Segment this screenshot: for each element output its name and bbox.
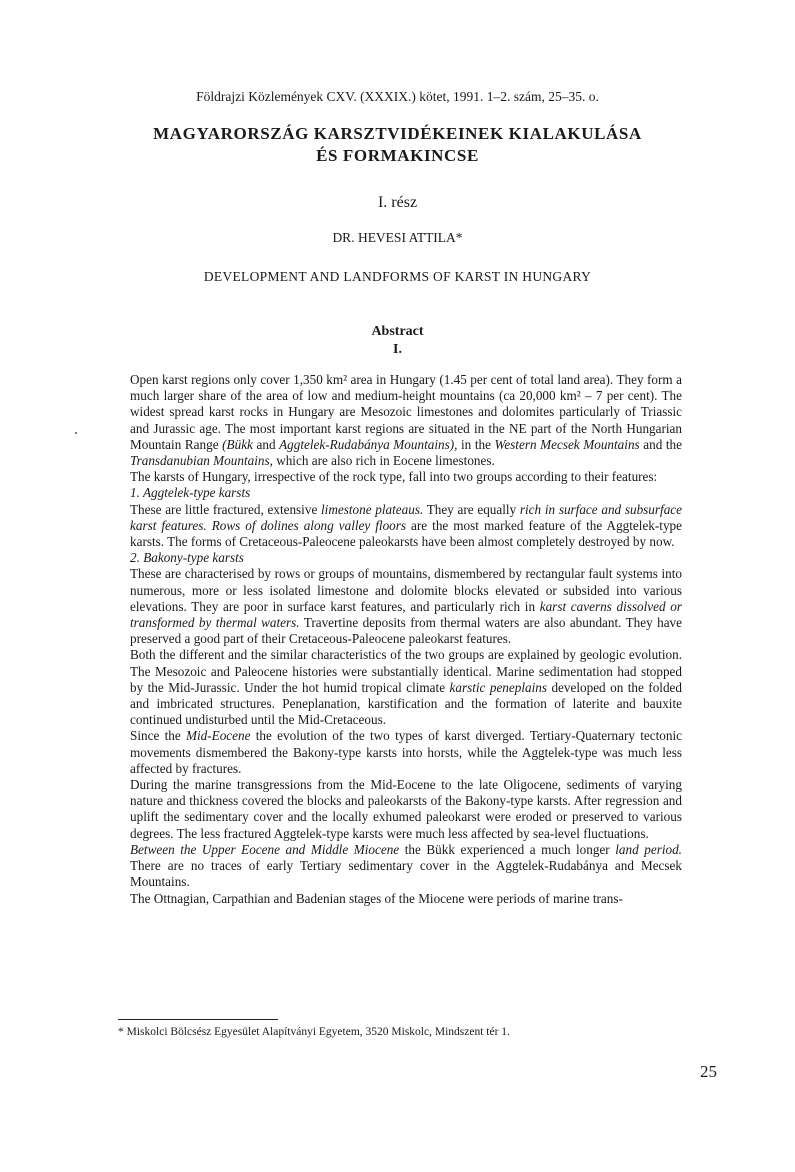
text-run: Open karst regions only cover 1,350 km² area in Hungary (1.45 per cent of total land area). They form a much larger share of the area of low and medium-height mountains (ca 20,000 km² – 7 per cent). The widest spread karst rocks in Hungary are Mesozoic limestones and dolomites particularly of Triassic and Jurassic age. The most important karst regions are situated in the NE part of the North Hungarian Mountain Range	[130, 372, 682, 452]
footnote-divider	[118, 1019, 278, 1020]
emphasis: rich in surface and subsurface karst features. Rows of dolines along valley floors	[130, 501, 682, 533]
title-line-2: ÉS FORMAKINCSE	[316, 146, 479, 165]
text-run: These are little fractured, extensive	[130, 501, 322, 517]
text-run: These are characterised by rows or groups of mountains, dismembered by rectangular fault systems into numerous, more or less isolated limestone and dolomite blocks elevated or subsided into various elevations. They are poor in surface karst features, and particularly rich in	[130, 566, 682, 614]
subheading-bakony: 2. Bakony-type karsts	[130, 550, 244, 566]
emphasis: limestone plateaus.	[321, 501, 424, 517]
text-run: in the	[457, 436, 495, 452]
text-run: Travertine deposits from thermal waters are also abundant. They have preserved a good part of their Cretaceous-Paleocene paleokarst features.	[130, 615, 682, 647]
emphasis: (Bükk	[222, 436, 253, 452]
emphasis: Transdanubian Mountains,	[130, 453, 273, 469]
text-run: the evolution of the two types of karst diverged. Tertiary-Quaternary tectonic movements dismembered the Bakony-type karsts into horsts, while the Aggtelek-type was much less affected by fractures.	[130, 728, 682, 776]
abstract-paragraph-2: The karsts of Hungary, irrespective of the rock type, fall into two groups according to their features:	[130, 469, 658, 485]
emphasis: land period.	[615, 841, 682, 857]
text-run: and	[252, 436, 280, 452]
text-run: There are no traces of early Tertiary sedimentary cover in the Aggtelek-Rudabánya and Mecsek Mountains.	[130, 858, 682, 890]
part-label: I. rész	[377, 194, 418, 211]
abstract-section-number: I.	[393, 342, 402, 357]
text-run: They are equally	[423, 501, 520, 517]
abstract-paragraph-8	[130, 842, 682, 891]
abstract-paragraph-9: The Ottnagian, Carpathian and Badenian stages of the Miocene were periods of marine trans-	[130, 890, 623, 906]
text-run: Both the different and the similar characteristics of the two groups are explained by geologic evolution. The Mesozoic and Paleocene histories were substantially identical. Marine sedimentation had stopped by the Mid-Jurassic. Under the hot humid tropical climate	[130, 647, 682, 695]
page-number: 25	[700, 1062, 717, 1081]
abstract-heading: Abstract	[371, 324, 424, 339]
journal-reference: Földrajzi Közlemények CXV. (XXXIX.) kötet, 1991. 1–2. szám, 25–35. o.	[196, 89, 599, 104]
abstract-paragraph-1	[130, 372, 682, 469]
text-run: and the	[639, 436, 682, 452]
text-run: which are also rich in Eocene limestones.	[272, 453, 495, 469]
abstract-paragraph-6	[130, 728, 682, 777]
emphasis: karstic peneplains	[449, 679, 547, 695]
abstract-paragraph-7: During the marine transgressions from the Mid-Eocene to the late Oligocene, sediments of varying nature and thickness covered the blocks and paleokarsts of the Bakony-type karsts. After regression and uplift the sedimentary cover and the locally exhumed paleokarst were eroded or preserved to various degrees. The less fractured Aggtelek-type karsts were much less affected by sea-level fluctuations.	[130, 777, 682, 841]
abstract-paragraph-3	[130, 502, 682, 551]
emphasis: Mid-Eocene	[186, 728, 251, 744]
text-run: are the most marked feature of the Aggtelek-type karsts. The forms of Cretaceous-Paleocene paleokarsts have been almost completely destroyed by now.	[130, 517, 682, 550]
margin-mark	[75, 432, 77, 434]
text-run: developed on the folded and imbricated structures. Peneplanation, karstification and the formation of laterite and bauxite continued undisturbed until the Mid-Cretaceous.	[130, 679, 682, 728]
text-run: Since the	[130, 728, 187, 744]
abstract-body	[130, 372, 682, 907]
emphasis: Western Mecsek Mountains	[494, 436, 640, 452]
author-name: DR. HEVESI ATTILA*	[332, 230, 463, 245]
emphasis: Between the Upper Eocene and Middle Miocene	[130, 841, 400, 857]
text-run: the Bükk experienced a much longer	[399, 841, 616, 857]
subheading-aggtelek: 1. Aggtelek-type karsts	[130, 485, 251, 501]
emphasis: karst caverns dissolved or transformed by thermal waters.	[130, 598, 682, 631]
abstract-paragraph-5	[130, 647, 682, 728]
abstract-paragraph-4	[130, 566, 682, 647]
title-line-1: MAGYARORSZÁG KARSZTVIDÉKEINEK KIALAKULÁSA	[153, 124, 642, 143]
emphasis: Aggtelek-Rudabánya Mountains),	[279, 436, 458, 452]
footnote: * Miskolci Bölcsész Egyesület Alapítványi Egyetem, 3520 Miskolc, Mindszent tér 1.	[118, 1026, 510, 1038]
article-title	[0, 123, 795, 167]
english-title: DEVELOPMENT AND LANDFORMS OF KARST IN HUNGARY	[203, 269, 592, 284]
